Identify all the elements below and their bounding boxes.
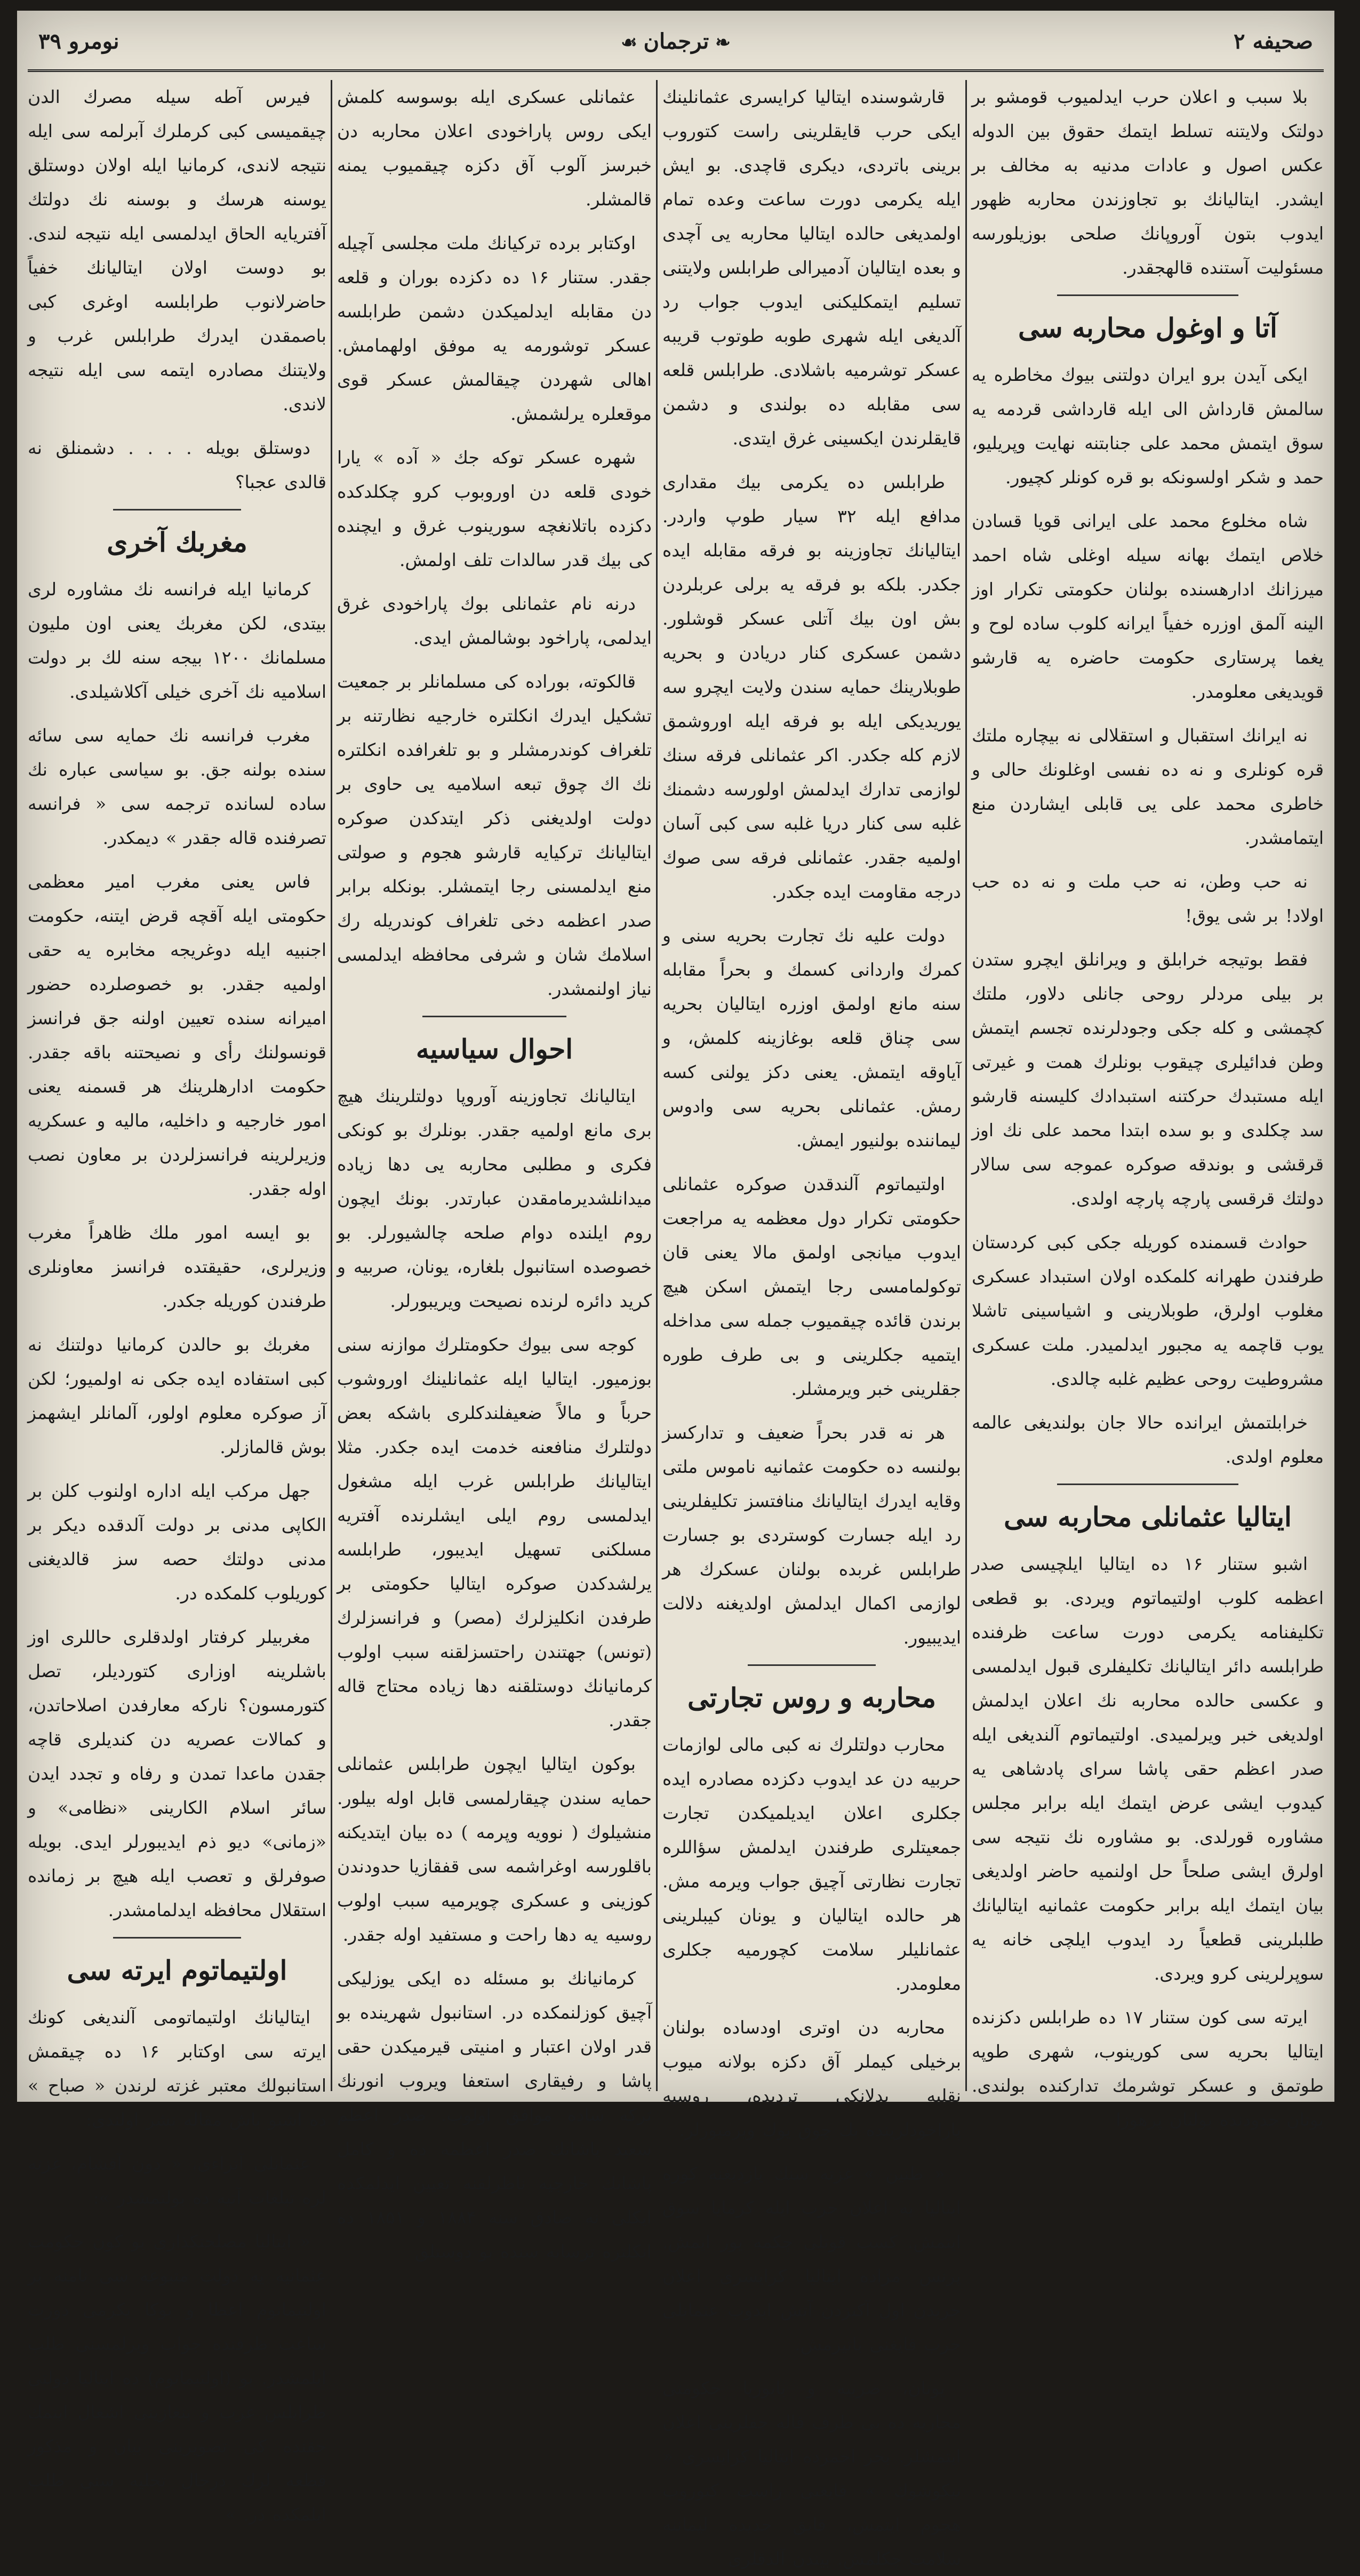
divider	[748, 1664, 876, 1666]
paragraph: اشبو ستنار ۱۶ ده ایتالیا ایلچیسی صدر اعظمه کلوب اولتیماتوم ویردی. بو قطعی تکلیفنامه یکرمی دورت ساعت ظرفنده طرابلسه دائر ایتالیانك تکلیفلری قبول ایدلمسی و عکسی حالده محاربه نك اعلان ایدلمش اولدیغی خبر ویرلمیدی. اولتیماتوم آلندیغی ایله صدر اعظم حقی پاشا سرای پادشاهی یه کیدوب ایشی عرض ایتمك ایله برابر مجلس مشاوره قورلدی. بو مشاوره نك نتیجه سی اولرق ایشی صلحاً حل اولنمیه حاضر اولدیغی بیان ایتمك ایله برابر حکومت عثمانیه ایتالیانك طلبلرینی قطعیاً رد ایدوب ایلچی خانه یه سوپرلرینی کرو ویردی.	[972, 1553, 1324, 1984]
paragraph: بلا سبب و اعلان حرب ایدلمیوب قومشو بر دولتک ولایتنه تسلط ایتمك حقوق بین الدوله عکس اصول و عادات مدنیه به مخالف بر ایشدر. ایتالیانك بو تجاوزندن محاربه ظهور ایدوب بتون آوروپانك صلحی بوزیلورسه مسئولیت آستنده قالهجقدر.	[972, 86, 1324, 278]
divider	[113, 509, 241, 511]
article-heading: اولتیماتوم ایرته سی	[67, 1955, 287, 1986]
paragraph: فیرس آطه سیله مصرك الدن چیقمیسی کبی کرملرك آبرلمه سی ایله نتیجه لاندی، کرمانیا ایله اولان دوستلق یوسنه هرسك و بوسنه نك دولتك آفتریایه الحاق ایدلمسی ایله نتیجه لندی. بو دوست اولان ایتالیانك خفیاً حاضرلانوب طرابلسه اوغری کبی باصمقدن ایدرك طرابلس غرب و ولایتنك مصادره ایتمه سی ایله نتیجه لاندی.	[28, 86, 326, 414]
ornament-icon: ☙	[621, 32, 637, 53]
paragraph: فقط بوتیجه خرابلق و ویرانلق ایچرو ستدن بر بیلی مردلر روحی جانلی دلاور، ملتك کچمشی و کله جکی وجودلرنده تجسم ایتمش وطن فدائیلری چیقوب بونلرك همت و غیرتی ایله مستبدك حرکتنه استبدادك کلیسنه قارشو سد چکلدی و بو سده ابتدا محمد علی نك اوز قرقشی و بوندقه صوکره عموجه سی سالار دولتك قرقسی پارچه پارچه اولدی.	[972, 949, 1324, 1209]
paragraph: بو ایسه امور ملك ظاهراً مغرب وزیرلری، حقیقتده فرانسز معاونلری طرفندن کوریله جکدر.	[28, 1222, 326, 1311]
column-4	[28, 80, 326, 2525]
divider	[113, 1937, 241, 1939]
article-heading: ایتالیا عثمانلی محاربه سی	[1004, 1501, 1292, 1533]
paragraph: ایرته سی کون ستنار ۱۷ ده طرابلس دکزنده ایتالیا بحریه سی کورینوب، شهری طوپه طوتمق و عسکر توشرمك تدارکنده بولندی. یونان حدودنده بولنان پرهوزا	[972, 2007, 1324, 2130]
paragraph: کرمانیانك بو مسئله ده ایکی یوزلیکی آچیق کوزلنمکده در. استانبول شهرینده بو قدر اولان اعتبار و امنیتی قیرمیکدن حقی پاشا و رفیقاری استعفا ویروب انورنك ترکه ساده موافق اولوب. صدر اعظم سعید پاشانك صدر اعظمه ده و کامل پاشانك خارجیه ناظرلقنه تعیین ایدلمکده ایکلی نه صادق سنه ۱۸۸۴ و ۱۸۵۱ ده انکلتره ترسانه سنده بو دوستلق	[337, 1968, 652, 2262]
page-number: صحیفه ۲	[1234, 29, 1313, 54]
paragraph: محاربه دن اوتری اودساده بولنان برخیلی کیملر آق دکزه بولانه میوب نقلیه یدلانکی تردیده، روسیه پاراخودلرینده بك چوق یوك ویرمیورلر.	[662, 2017, 961, 2140]
divider	[1057, 294, 1238, 296]
paragraph: طرابلس ده یکرمی بیك مقداری مدافع ایله ۳۲ سیار طوپ واردر. ایتالیانك تجاوزینه بو فرقه مقابله ایده جکدر. بلکه بو فرقه یه برلی عربلردن بش اون بیك آتلی عسکر قوشلور. دشمن عسکری کنار دریادن و بحریه طوبلارینك حمایه سندن ولایت ایچرو سه یوریدیکی ایله بو فرقه ایله اوروشمق لازم کله جکدر. اکر عثمانلی فرقه سنك لوازمی تدارك ایدلمش اولورسه دشمنك غلبه سی کنار دریا غلبه سی کبی آسان اولمیه جقدر. عثمانلی فرقه سی صوك درجه مقاومت ایده جکدر.	[662, 472, 961, 902]
article-heading: مغربك آخری	[107, 527, 247, 558]
paragraph: کوجه سی بیوك حکومتلرك موازنه سنی بوزمیور. ایتالیا ایله عثمانلینك اوروشوب حرباً و مالاً ضعیفلندکلری باشکه بعض دولتلرك منافعنه خدمت ایده جکدر. مثلا ایتالیانك طرابلس غرب ایله مشغول ایدلمسی روم ایلی ایشلرنده آفتریه مسلکنی تسهیل ایدیبور، طرابلسه یرلشدکدن صوکره ایتالیا حکومتی بر طرفدن انکلیزلرك (مصر) و فرانسزلرك (تونس) جهتندن راحتسزلقنه سبب اولوب کرمانیانك دوستلقنه دها زیاده محتاج قاله جقدر.	[337, 1334, 652, 1730]
column-divider	[331, 80, 332, 2091]
paragraph: قارشوسنده ایتالیا کرایسری عثمانلینك ایکی حرب قایقلرینی راست کتوروب برینی باتردی، دیکری قاچدی. بو ایش ایله یکرمی دورت ساعت وعده تمام اولمدیغی حالده ایتالیا محاربه یی آچدی و بعده ایتالیان آدمیرالی طرابلس ولایتنی تسلیم ایتمکلیکنی ایدوب جواب رد آلدیغی ایله شهری طوبه طوتوب قریبه عسکر توشرمیه باشلادی. طرابلس قلعه سی مقابله ده بولندی و دشمن قایقلرندن ایکسینی غرق ایتدی.	[662, 86, 961, 449]
column-2	[662, 80, 961, 2569]
paragraph: نه حب وطن، نه حب ملت و نه ده حب اولاد! بر شی یوق!	[972, 871, 1324, 926]
masthead	[28, 21, 1324, 72]
paragraph: قالکوته، بوراده کی مسلمانلر بر جمعیت تشکیل ایدرك انکلتره خارجیه نظارتنه بر تلغراف کوندرمشلر و بو تلغرافده انکلتره نك اك چوق تبعه اسلامیه یی حاوی بر دولت اولدیغنی ذکر ایتدکدن صوکره ایتالیانك ترکیایه قارشو هجوم و صولتی منع ایدلمسنی رجا ایتمشلر. بونکله برابر صدر اعظمه دخی تلغراف کوندریله رك اسلامك شان و شرفی محافظه ایدلمسی نیاز اولنمشدر.	[337, 671, 652, 999]
paragraph: ایتالیانك اولتیماتومی آلندیغی کونك ایرته سی اوکتابر ۱۶ ده چیقمش استانبولك معتبر غزته لرندن « صباح » ده اشبو باش مقاله نشر اولندی:	[28, 2007, 326, 2130]
paragraph: مغربیلر کرفتار اولدقلری حاللری اوز باشلرینه اوزاری کتوردیلر، تصل کتورمسون؟ نارکه معارفدن اصلاحاتدن، و کمالات عصریه دن کندیلری قاچه جقدن ماعدا تمدن و رفاه و تجدد ایدن سائر اسلام الکارینی «نظامی» و «زمانی» دیو ذم ایدیبورلر ایدی. بویله صوفرلق و تعصب ایله هیچ بر زمانده استقلال محافظه ایدلمامشدر.	[28, 1626, 326, 1920]
newspaper-title	[614, 29, 737, 54]
paragraph: ایکی آیدن برو ایران دولتنی بیوك مخاطره یه سالمش قارداش الی ایله قارداشی قردمه یه سوق ایتمش محمد علی جنابتنه نهایت وپریلیو، حمد و شکر اولسونکه بو قره کونلر کچیور.	[972, 364, 1324, 488]
paragraph: جهل مرکب ایله اداره اولنوب کلن بر الکاپی مدنی بر دولت آلدقده دیکر بر مدنی دولتك حصه سز قالدیغنی کوریلوب کلمکده در.	[28, 1480, 326, 1604]
article-heading: آتا و اوغول محاربه سی	[1018, 312, 1277, 344]
paragraph: عثمانلی آتراءی، « دون آقشام، غزته لره تبلغات آتیه ده بولنمشدر »:	[28, 2153, 326, 2208]
column-1	[972, 80, 1324, 2130]
paragraph: ایتالیانك تجاوزینه آوروپا دولتلرینك هیچ بری مانع اولمیه جقدر. بونلرك بو کونکی فکری و مطلبی محاربه یی دها زیاده میدانلشدیرمامقدن عبارتدر. بونك ایچون روم ایلنده دوام صلحه چالشیورلر. بو خصوصده استانبول بلغاره، یونان، صربیه و کرید دائره لرنده نصیحت ویریبورلر.	[337, 1086, 652, 1311]
issue-number: نومرو ۳۹	[38, 29, 119, 54]
paragraph: بوکون ایتالیا ایچون طرابلس عثمانلی حمایه سندن چیقارلمسی قابل اوله بیلور. منشیلوك ( نوویه وپرمه ) ده بیان ایتدیکنه باقلورسه اوغراشمه سی قفقازیا حدودندن کوزینی و عسکری چویرمیه سبب اولوب روسیه یه دها راحت و مستفید اوله جقدر.	[337, 1753, 652, 1945]
paragraph: « ایتالیا مصلحتکذاری بو کون حکومت عثمانیه یه دولت متبوعه سی نامنه بر اولتیماتوم اعطا و بوکا یکرمی دورت ساعت ظرفنده جواب ویرلمسنی طلب ایلمشدر. بو (اولتیماتوم) ده ایتالیا دولتی طرابلس غرب و بنغازینی اشغال ایتمك حقنده کی تصویرینی بیان و مذکور قطعه لرك درحال تخلیه سنی طلب ایلمکده در. »	[28, 2231, 326, 2525]
ornament-icon: ❧	[715, 32, 731, 53]
paragraph: « طنین » غزته سنك یازدیغنه کوره ایتالیا یه اعلان حرب ایله کرمایا سوق ایتمش. کسب قوتلی چکمه یور ایمش. پرنس مزاده ایتالیا کرایسری اعلان حربدن اول آکنزدن آتش ایدوب عثمانلی حرب قایغنی باتیرمش.	[662, 2163, 961, 2355]
article-heading: محاربه و روس تجارتی	[687, 1682, 936, 1713]
paragraph: اولتیماتوم آلندقدن صوکره عثمانلی حکومتی تکرار دول معظمه یه مراجعت ایدوب میانجی اولمق مالا یعنی قان توکولمامسی رجا ایتمش اسکن هیچ برندن قائده چیقمیوب جمله سی مداخله ایتمیه جکلرینی و بی طرف طوره جقلرینی خبر ویرمشلر.	[662, 1174, 961, 1399]
paragraph: خرابلتمش ایرانده حالا جان بولندیغی عالمه معلوم اولدی.	[972, 1412, 1324, 1467]
paragraph: فاس یعنی مغرب امیر معظمی حکومتی ایله آقچه قرض ایتنه، حکومت اجنبیه ایله دوغریجه مخابره یه حقی اولمیه جقدر. بو خصوصلرده حضور امیرانه سنده تعیین اولنه جق فرانسز قونسولنك رأی و نصیحتنه باقه جقدر. حکومت ادارهلرینك هر قسمنه یعنی امور خارجیه و داخلیه، مالیه و عسکریه وزیرلرینه فرانسزلردن بر معاون نصب اوله جقدر.	[28, 871, 326, 1199]
divider	[422, 1016, 566, 1017]
paragraph: نه ایرانك استقبال و استقلالی نه بیچاره ملتك قره کونلری و نه ده نفسی اوغلونك حالی و خاطری محمد علی یی قابلی ایشاردن منع ایتمامشدر.	[972, 725, 1324, 848]
column-divider	[965, 80, 967, 2091]
paragraph: یونان، صربیه و بابوریا حکومتی محاربه ده بی طرف قاله جقلرینی اعلان ایتمشلر. بحر احمرده ایتالیا کرایسری « نیکوشوك » قایغنی راست کتوروب هجوم ایتمش، قایق حدیده لیماننه سلامت چکلمش. بیندن آلدقلری	[662, 2378, 961, 2569]
divider	[1057, 1484, 1238, 1485]
column-3	[337, 80, 652, 2262]
paragraph: کرمانیا ایله فرانسه نك مشاوره لری بیتدی، لکن مغربك یعنی اون ملیون مسلمانك ۱۲۰۰ بیجه سنه لك بر دولت اسلامیه نك آخری خیلی آکلاشیلدی.	[28, 579, 326, 702]
column-divider	[656, 80, 658, 2091]
paragraph: حوادث قسمنده کوریله جکی کبی کردستان طرفندن طهرانه کلمکده اولان استبداد عسکری مغلوب اولرق، طوبلارینی و اشیاسینی تاشلا یوب قاچمه یه مجبور ایدلمیدر. ملت عسکری مشروطیت روحی عظیم غلبه چالدی.	[972, 1232, 1324, 1389]
paragraph: محارب دولتلرك نه کبی مالی لوازمات حربیه دن عد ایدوب دکزده مصادره ایده جکلری اعلان ایدیلمیکدن تجارت جمعیتلری طرفندن ایدلمش سؤاللره تجارت نظارتی آچیق جواب ویرمه مش. هر حالده ایتالیان و یونان کیبلرینی عثمانلیلر سلامت کچورمیه جکلری معلومدر.	[662, 1734, 961, 1994]
paragraph: هر نه قدر بحراً ضعیف و تدارکسز بولنسه ده حکومت عثمانیه ناموس ملتی وقایه ایدرك ایتالیانك منافتسز تکلیفلرینی رد ایله جسارت کوستردی بو جسارت طرابلس غربده بولنان عسکرك هر لوازمی اکمال ایدلمش اولدیغنه دلالت ایدیبیور.	[662, 1422, 961, 1648]
paragraph: دوستلق بویله . . . . دشمنلق نه قالدی عجبا؟	[28, 437, 326, 492]
title-text: ترجمان	[643, 29, 709, 54]
paragraph: دولت علیه نك تجارت بحریه سنی و کمرك واردانی کسمك و بحراً مقابله سنه مانع اولمق اوزره ایتالیان بحریه سی چناق قلعه بوغازینه کلمش، و آیاوقه ایتمش. یعنی دکز یولنی کسه رمش. عثمانلی بحریه سی وادوس لیماننده بولنیور ایمش.	[662, 925, 961, 1151]
paragraph: مغربك بو حالدن کرمانیا دولتنك نه کبی استفاده ایده جکی نه اولمیور؛ لکن آز صوکره معلوم اولور، آلمانلر ایشهمز بوش قالمازلر.	[28, 1334, 326, 1457]
paragraph: اوکتابر برده ترکیانك ملت مجلسی آچیله جقدر. ستنار ۱۶ ده دکزده بوران و قلعه دن مقابله ایدلمیکدن دشمن طرابلسه عسکر توشورمه یه موفق اولهمامش. اهالی شهردن چیقالمش عسکر قوی موقعلره یرلشمش.	[337, 233, 652, 424]
paragraph: شاه مخلوع محمد علی ایرانی قویا قسادن خلاص ایتمك بهانه سیله اوغلی شاه احمد میرزانك ادارهسنده بولنان حکومتی تکرار اوز الینه آلمق اوزره خفیاً ایرانه کلوب ساده لوح و یغما پرستاری حکومت حاضره یه قارشو قویدیغی معلومدر.	[972, 511, 1324, 702]
paragraph: درنه نام عثمانلی بوك پاراخودی غرق ایدلمی، پاراخود بوشالمش ایدی.	[337, 593, 652, 648]
paragraph: عثمانلی عسکری ایله بوسوسه کلمش ایکی روس پاراخودی اعلان محاربه دن خبرسز آلوب آق دکزه چیقمیوب یمنه قالمشلر.	[337, 86, 652, 210]
article-heading: احوال سیاسیه	[415, 1033, 573, 1065]
paragraph: مغرب فرانسه نك حمایه سی سائه سنده بولنه جق. بو سیاسی عباره نك ساده لسانده ترجمه سی « فرانسه تصرفنده قاله جقدر » دیمکدر.	[28, 725, 326, 848]
newspaper-page	[17, 11, 1334, 2569]
paragraph: شهره عسکر توکه جك « آده » یارا خودی قلعه دن اوروبوب کرو چکلدکده دکزده باتلانغچه سورینوب غرق و ایچنده کی بیك قدر سالدات تلف اولمش.	[337, 447, 652, 570]
